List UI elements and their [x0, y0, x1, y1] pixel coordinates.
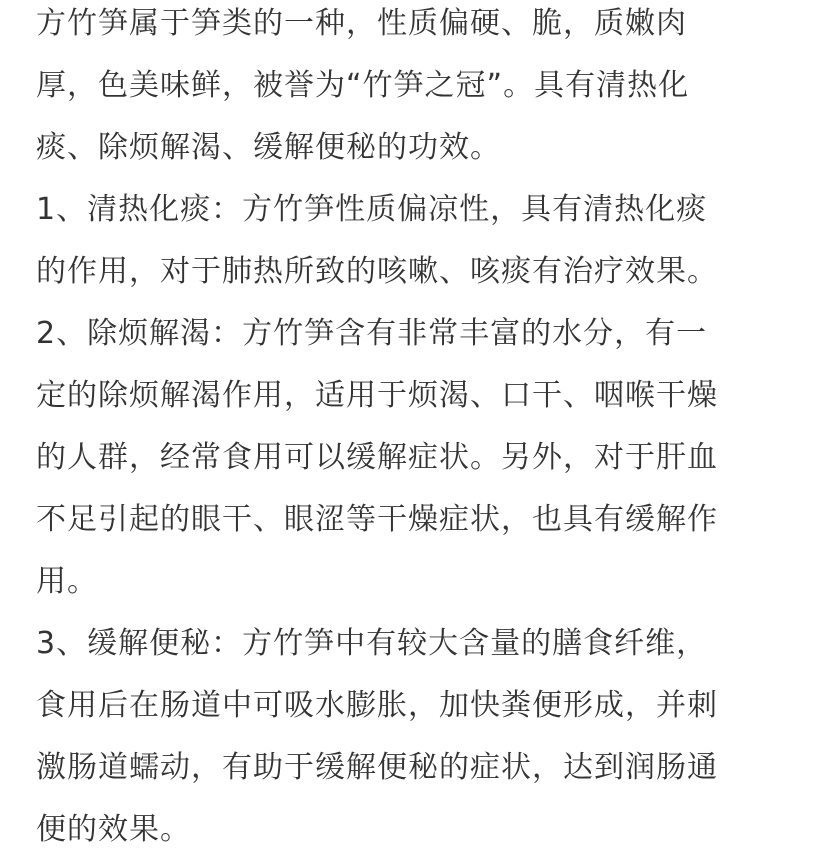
paragraph-line: 定的除烦解渴作用，适用于烦渴、口干、咽喉干燥 — [36, 378, 718, 413]
paragraph-line: 的作用，对于肺热所致的咳嗽、咳痰有治疗效果。 — [36, 254, 718, 289]
paragraph-line: 不足引起的眼干、眼涩等干燥症状，也具有缓解作 — [36, 502, 718, 537]
paragraph-line: 厚，色美味鲜，被誉为“竹笋之冠”。具有清热化 — [36, 68, 690, 103]
paragraph-line: 激肠道蠕动，有助于缓解便秘的症状，达到润肠通 — [36, 750, 718, 785]
paragraph-line: 食用后在肠道中可吸水膨胀，加快粪便形成，并刺 — [36, 688, 718, 723]
paragraph-line: 痰、除烦解渴、缓解便秘的功效。 — [36, 130, 501, 165]
paragraph-line: 3、缓解便秘：方竹笋中有较大含量的膳食纤维， — [36, 626, 708, 661]
paragraph-line: 的人群，经常食用可以缓解症状。另外，对于肝血 — [36, 440, 718, 475]
paragraph-line: 方竹笋属于笋类的一种，性质偏硬、脆，质嫩肉 — [36, 6, 687, 41]
paragraph-line: 便的效果。 — [36, 812, 191, 847]
paragraph-line: 2、除烦解渴：方竹笋含有非常丰富的水分，有一 — [36, 316, 708, 351]
paragraph-line: 用。 — [36, 564, 98, 599]
paragraph-line: 1、清热化痰：方竹笋性质偏凉性，具有清热化痰 — [36, 192, 708, 227]
